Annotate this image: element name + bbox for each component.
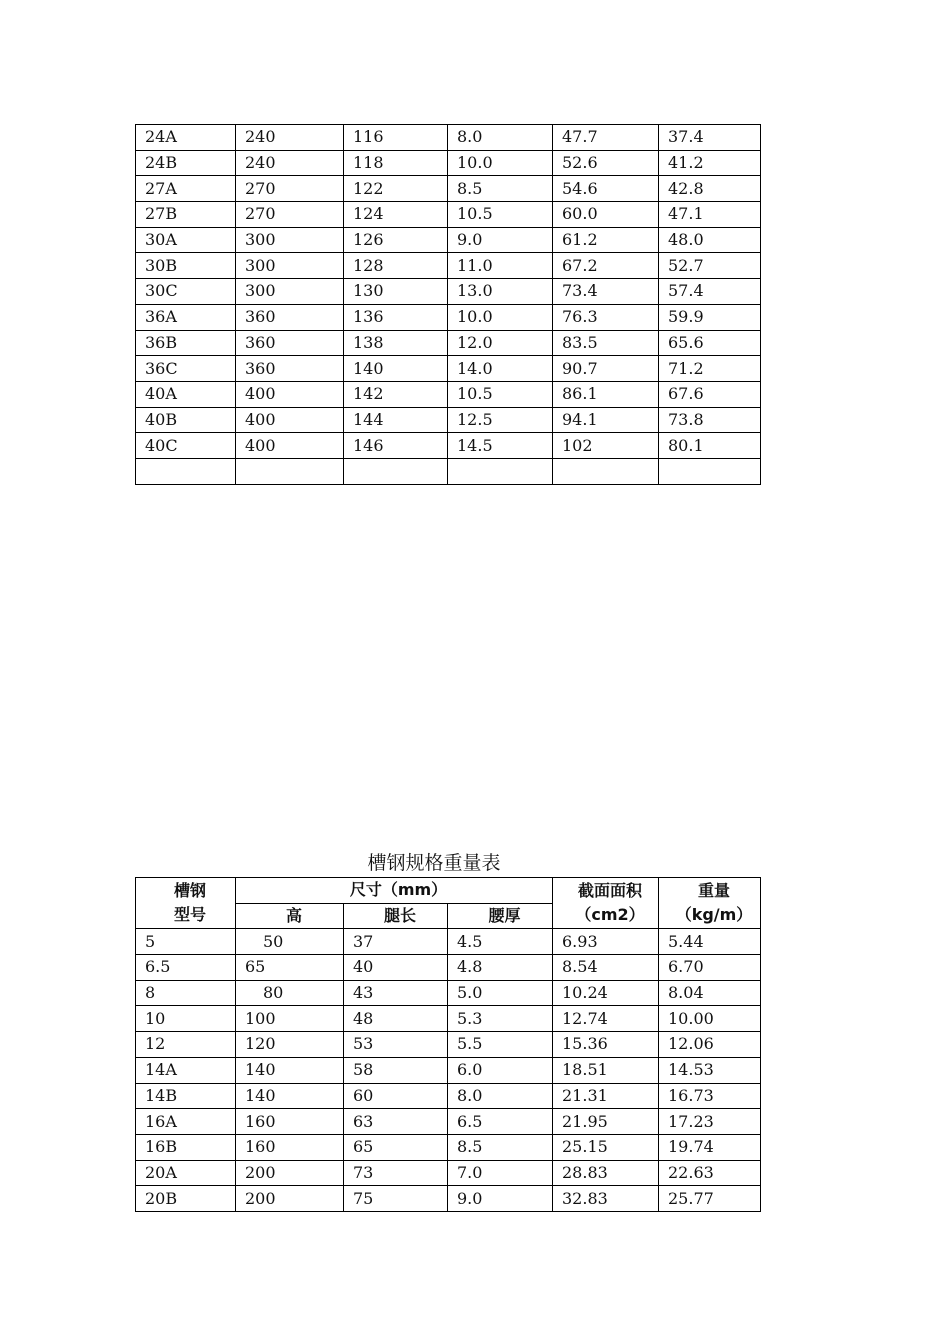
table-cell: 40 — [344, 955, 448, 981]
table-cell: 37 — [344, 929, 448, 955]
table-cell: 36A — [136, 304, 236, 330]
table-cell: 61.2 — [553, 227, 659, 253]
table-cell: 47.1 — [659, 202, 761, 228]
table-cell: 360 — [236, 356, 344, 382]
table-row — [136, 356, 761, 382]
table-cell: 5.3 — [448, 1006, 553, 1032]
table-cell: 58 — [344, 1057, 448, 1083]
header-model-line2: 型号 — [173, 905, 206, 925]
table-row — [136, 929, 761, 955]
header-area-line2: （cm2） — [575, 905, 645, 925]
table-row — [136, 150, 761, 176]
table-cell: 146 — [344, 433, 448, 459]
header-model-line1: 槽钢 — [173, 881, 206, 901]
table-cell: 57.4 — [659, 279, 761, 305]
table-cell: 80 — [236, 980, 344, 1006]
table-cell: 118 — [344, 150, 448, 176]
table-row — [136, 407, 761, 433]
table-row — [136, 1134, 761, 1160]
table-cell: 8 — [136, 980, 236, 1006]
table-cell: 130 — [344, 279, 448, 305]
table-cell: 100 — [236, 1006, 344, 1032]
table-cell: 21.31 — [553, 1083, 659, 1109]
table-cell: 200 — [236, 1186, 344, 1212]
table-cell: 27B — [136, 202, 236, 228]
table-cell: 10.0 — [448, 150, 553, 176]
table-cell: 400 — [236, 381, 344, 407]
header-leg-length: 腿长 — [344, 903, 448, 929]
header-weight-line2: （kg/m） — [675, 905, 753, 925]
table-cell: 11.0 — [448, 253, 553, 279]
table-cell: 8.0 — [448, 1083, 553, 1109]
table-row — [136, 176, 761, 202]
table-cell: 27A — [136, 176, 236, 202]
table-row — [136, 1109, 761, 1135]
table-cell: 14A — [136, 1057, 236, 1083]
table-cell: 270 — [236, 176, 344, 202]
table-row — [136, 1186, 761, 1212]
table-cell: 59.9 — [659, 304, 761, 330]
table-cell: 24B — [136, 150, 236, 176]
table-cell: 28.83 — [553, 1160, 659, 1186]
table-cell: 138 — [344, 330, 448, 356]
table-title: 槽钢规格重量表 — [367, 852, 501, 874]
table-row — [136, 1160, 761, 1186]
table-cell: 400 — [236, 407, 344, 433]
table-cell: 142 — [344, 381, 448, 407]
table-cell: 86.1 — [553, 381, 659, 407]
table-cell: 48 — [344, 1006, 448, 1032]
table-cell: 122 — [344, 176, 448, 202]
channel-steel-weight-table — [135, 877, 761, 1212]
table-cell: 16B — [136, 1134, 236, 1160]
table-cell: 65 — [344, 1134, 448, 1160]
table-cell: 18.51 — [553, 1057, 659, 1083]
header-height: 高 — [236, 903, 344, 929]
table-cell: 360 — [236, 330, 344, 356]
table-cell: 10.5 — [448, 381, 553, 407]
table-body — [136, 929, 761, 1212]
table-cell: 12.0 — [448, 330, 553, 356]
table-cell: 12.74 — [553, 1006, 659, 1032]
table-cell: 6.0 — [448, 1057, 553, 1083]
table-cell: 270 — [236, 202, 344, 228]
table-cell — [659, 458, 761, 484]
table-cell: 8.5 — [448, 1134, 553, 1160]
table-cell: 160 — [236, 1109, 344, 1135]
table-cell: 10.0 — [448, 304, 553, 330]
table-cell: 20B — [136, 1186, 236, 1212]
table-cell: 40A — [136, 381, 236, 407]
table-cell: 36C — [136, 356, 236, 382]
table-cell: 360 — [236, 304, 344, 330]
table-row — [136, 980, 761, 1006]
table-cell: 120 — [236, 1032, 344, 1058]
table-cell: 12.5 — [448, 407, 553, 433]
table-cell: 30B — [136, 253, 236, 279]
table-row — [136, 458, 761, 484]
table-cell: 43 — [344, 980, 448, 1006]
table-cell: 124 — [344, 202, 448, 228]
table-cell: 60 — [344, 1083, 448, 1109]
table-cell: 25.77 — [659, 1186, 761, 1212]
table-cell: 52.6 — [553, 150, 659, 176]
table-row — [136, 955, 761, 981]
table-cell: 14.53 — [659, 1057, 761, 1083]
table-cell — [344, 458, 448, 484]
table-cell: 80.1 — [659, 433, 761, 459]
table-cell: 54.6 — [553, 176, 659, 202]
header-model — [136, 878, 236, 929]
table-cell: 14B — [136, 1083, 236, 1109]
table-cell: 75 — [344, 1186, 448, 1212]
table-row — [136, 1032, 761, 1058]
table-cell: 19.74 — [659, 1134, 761, 1160]
table-cell: 48.0 — [659, 227, 761, 253]
table-cell: 40B — [136, 407, 236, 433]
table-cell: 63 — [344, 1109, 448, 1135]
table-cell: 200 — [236, 1160, 344, 1186]
table-row — [136, 381, 761, 407]
table-cell: 60.0 — [553, 202, 659, 228]
table-cell — [136, 458, 236, 484]
table-cell: 300 — [236, 279, 344, 305]
table-cell: 17.23 — [659, 1109, 761, 1135]
table-cell: 52.7 — [659, 253, 761, 279]
table-cell: 73 — [344, 1160, 448, 1186]
table-cell: 94.1 — [553, 407, 659, 433]
table-cell: 47.7 — [553, 125, 659, 151]
table-cell: 400 — [236, 433, 344, 459]
table-cell: 5.0 — [448, 980, 553, 1006]
table-cell: 6.5 — [448, 1109, 553, 1135]
table-cell: 300 — [236, 227, 344, 253]
table-cell: 10.24 — [553, 980, 659, 1006]
table-cell — [553, 458, 659, 484]
table-row — [136, 433, 761, 459]
table-cell: 40C — [136, 433, 236, 459]
table-cell: 90.7 — [553, 356, 659, 382]
header-weight-line1: 重量 — [697, 881, 730, 901]
table-cell: 140 — [236, 1057, 344, 1083]
table-cell: 12 — [136, 1032, 236, 1058]
table-cell: 41.2 — [659, 150, 761, 176]
table-cell: 21.95 — [553, 1109, 659, 1135]
header-dimensions: 尺寸（mm） — [236, 878, 553, 904]
table-cell: 128 — [344, 253, 448, 279]
table-cell: 65.6 — [659, 330, 761, 356]
table-row — [136, 279, 761, 305]
table-cell: 8.04 — [659, 980, 761, 1006]
table-cell: 73.4 — [553, 279, 659, 305]
table-cell: 71.2 — [659, 356, 761, 382]
table-cell: 22.63 — [659, 1160, 761, 1186]
table-cell: 12.06 — [659, 1032, 761, 1058]
table-cell: 144 — [344, 407, 448, 433]
table-cell: 7.0 — [448, 1160, 553, 1186]
table-cell: 16.73 — [659, 1083, 761, 1109]
table-cell: 9.0 — [448, 227, 553, 253]
table-cell: 240 — [236, 150, 344, 176]
table-cell: 30A — [136, 227, 236, 253]
header-row — [136, 878, 761, 904]
table-cell: 240 — [236, 125, 344, 151]
table-cell: 14.5 — [448, 433, 553, 459]
table-cell: 6.70 — [659, 955, 761, 981]
table-cell: 5 — [136, 929, 236, 955]
header-waist-thickness: 腰厚 — [448, 903, 553, 929]
table-cell — [236, 458, 344, 484]
table-cell: 67.2 — [553, 253, 659, 279]
table-cell: 53 — [344, 1032, 448, 1058]
table-row — [136, 125, 761, 151]
table-cell: 10.5 — [448, 202, 553, 228]
table-cell: 13.0 — [448, 279, 553, 305]
table-cell: 25.15 — [553, 1134, 659, 1160]
channel-steel-table-continued — [135, 124, 761, 485]
table-cell: 126 — [344, 227, 448, 253]
table-row — [136, 1083, 761, 1109]
table-cell: 83.5 — [553, 330, 659, 356]
table-cell: 6.93 — [553, 929, 659, 955]
header-weight — [659, 878, 761, 929]
table-row — [136, 253, 761, 279]
table-cell: 136 — [344, 304, 448, 330]
table-cell: 102 — [553, 433, 659, 459]
table-cell: 65 — [236, 955, 344, 981]
table-cell: 140 — [236, 1083, 344, 1109]
table-row — [136, 202, 761, 228]
table-cell: 16A — [136, 1109, 236, 1135]
table-row — [136, 304, 761, 330]
table-cell: 300 — [236, 253, 344, 279]
table-cell: 36B — [136, 330, 236, 356]
table-cell: 50 — [236, 929, 344, 955]
table-row — [136, 330, 761, 356]
table-cell: 32.83 — [553, 1186, 659, 1212]
table-cell: 37.4 — [659, 125, 761, 151]
table-cell: 24A — [136, 125, 236, 151]
table-cell: 30C — [136, 279, 236, 305]
table-cell: 10 — [136, 1006, 236, 1032]
table-cell: 5.44 — [659, 929, 761, 955]
table-cell: 73.8 — [659, 407, 761, 433]
table-cell: 42.8 — [659, 176, 761, 202]
table-cell: 140 — [344, 356, 448, 382]
table-cell: 14.0 — [448, 356, 553, 382]
table-cell: 160 — [236, 1134, 344, 1160]
table-body — [136, 125, 761, 485]
table-cell: 8.54 — [553, 955, 659, 981]
table-cell: 6.5 — [136, 955, 236, 981]
table-cell: 8.0 — [448, 125, 553, 151]
table-cell: 5.5 — [448, 1032, 553, 1058]
table-cell: 76.3 — [553, 304, 659, 330]
table-cell — [448, 458, 553, 484]
table-cell: 9.0 — [448, 1186, 553, 1212]
table-cell: 10.00 — [659, 1006, 761, 1032]
table-cell: 4.8 — [448, 955, 553, 981]
table-cell: 15.36 — [553, 1032, 659, 1058]
table-cell: 4.5 — [448, 929, 553, 955]
table-row — [136, 1006, 761, 1032]
table-cell: 8.5 — [448, 176, 553, 202]
header-area — [553, 878, 659, 929]
header-area-line1: 截面面积 — [577, 881, 642, 901]
table-row — [136, 227, 761, 253]
table-cell: 67.6 — [659, 381, 761, 407]
table-row — [136, 1057, 761, 1083]
table-cell: 116 — [344, 125, 448, 151]
table-cell: 20A — [136, 1160, 236, 1186]
